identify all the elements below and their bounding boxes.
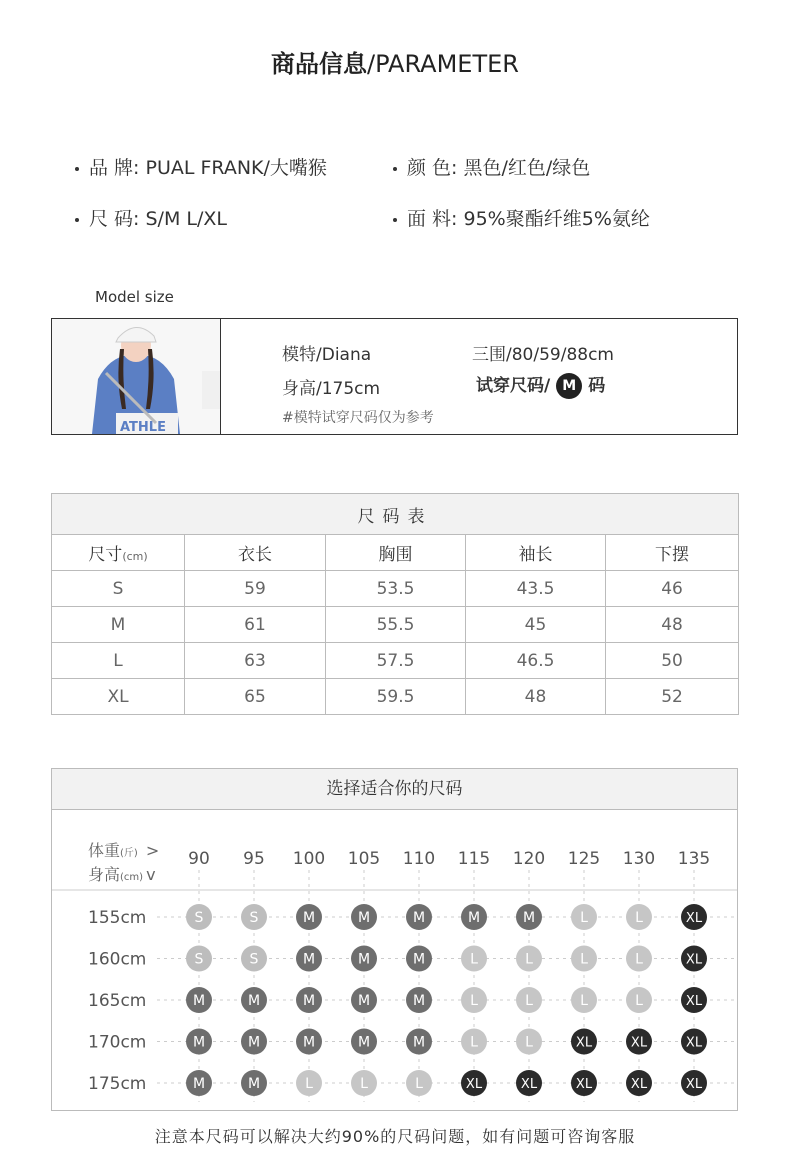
table-row: [52, 571, 739, 607]
weight-tick-label: 120: [512, 849, 546, 869]
size-dot-label: XL: [685, 1035, 703, 1051]
title-sep: /: [367, 50, 376, 78]
param-value: S/M L/XL: [145, 208, 227, 230]
header-size-label: 尺寸: [88, 545, 123, 565]
table-row: [52, 679, 739, 715]
fit-size-badge: M: [556, 373, 582, 399]
table-row: [52, 607, 739, 643]
cell: 55.5: [326, 607, 466, 643]
weight-tick-label: 90: [188, 849, 210, 869]
title-cn: 商品信息: [271, 50, 368, 78]
header-hem: 下摆: [606, 535, 739, 571]
model-photo: [52, 319, 221, 434]
size-dot-label: M: [412, 1034, 426, 1051]
model-height: 身高/175cm: [282, 379, 381, 399]
header-length: 衣长: [185, 535, 326, 571]
weight-tick-label: 115: [457, 849, 491, 869]
cell: 48: [606, 607, 739, 643]
size-dot-label: M: [467, 910, 481, 926]
cell: 63: [185, 643, 326, 679]
cell: 46.5: [466, 643, 606, 679]
height-label: 身高: [88, 865, 121, 884]
row-size: XL: [52, 679, 185, 715]
header-sleeve: 袖长: [466, 535, 606, 571]
cell: 50: [606, 643, 739, 679]
size-dot-label: S: [249, 910, 259, 926]
cell: 57.5: [326, 643, 466, 679]
height-tick-label: 155cm: [88, 908, 147, 928]
header-unit: (cm): [122, 550, 148, 563]
cell: 52: [606, 679, 739, 715]
size-dot-label: L: [580, 951, 588, 968]
size-dot-label: L: [580, 910, 588, 926]
param-label: 品 牌:: [89, 157, 140, 179]
model-illustration: [52, 319, 220, 434]
size-dot-label: M: [412, 951, 426, 968]
weight-tick-label: 130: [622, 849, 656, 869]
size-chart: [51, 768, 738, 1111]
size-dot-label: M: [192, 1034, 206, 1051]
size-dot-label: M: [192, 1076, 206, 1092]
size-dot-label: M: [247, 1034, 261, 1051]
size-chart-title: 选择适合你的尺码: [52, 769, 737, 810]
title-en: PARAMETER: [375, 50, 519, 78]
cell: 59.5: [326, 679, 466, 715]
row-size: L: [52, 643, 185, 679]
size-dot-label: L: [415, 1076, 423, 1092]
header-chest: 胸围: [326, 535, 466, 571]
size-dot-label: XL: [520, 1077, 538, 1092]
weight-label: 体重: [88, 841, 121, 860]
model-note: #模特试穿尺码仅为参考: [282, 410, 434, 426]
size-chart-grid: [52, 810, 737, 1110]
height-axis-label: [88, 865, 156, 884]
fit-suffix: 码: [588, 376, 606, 396]
weight-tick-label: 95: [243, 849, 265, 869]
cell: 45: [466, 607, 606, 643]
bullet-icon: [75, 167, 79, 171]
param-fabric: [393, 204, 650, 231]
header-size: [52, 535, 185, 571]
size-dot-label: L: [470, 951, 478, 968]
size-dot-label: M: [412, 910, 426, 926]
row-size: M: [52, 607, 185, 643]
photo-print-text: ATHLE: [120, 420, 166, 434]
bullet-icon: [75, 218, 79, 222]
param-value: 黑色/红色/绿色: [463, 157, 591, 179]
size-dot-label: XL: [465, 1077, 483, 1092]
size-dot-label: L: [525, 993, 533, 1009]
size-dot-label: S: [249, 951, 259, 968]
cell: 46: [606, 571, 739, 607]
cell: 43.5: [466, 571, 606, 607]
table-row: [52, 643, 739, 679]
size-dot-label: XL: [685, 994, 703, 1009]
weight-tick-label: 135: [677, 849, 711, 869]
size-dot-label: L: [635, 910, 643, 926]
size-dot-label: XL: [575, 1077, 593, 1092]
model-measurements: 三围/80/59/88cm: [472, 345, 614, 365]
size-dot-label: M: [192, 993, 206, 1009]
param-label: 尺 码:: [89, 208, 140, 230]
size-dot-label: XL: [630, 1077, 648, 1092]
weight-tick-label: 105: [347, 849, 381, 869]
height-tick-label: 165cm: [88, 991, 147, 1011]
size-dot-label: L: [635, 951, 643, 968]
model-info-box: [51, 318, 738, 435]
param-color: [393, 153, 590, 180]
model-fit: [476, 371, 605, 399]
size-table: [51, 493, 739, 715]
page-title: [0, 44, 790, 79]
size-dot-label: M: [412, 993, 426, 1009]
size-dot-label: L: [580, 993, 588, 1009]
cell: 53.5: [326, 571, 466, 607]
bullet-icon: [393, 167, 397, 171]
size-dot-label: M: [302, 1034, 316, 1051]
height-unit: (cm): [120, 872, 144, 883]
param-value: 95%聚酯纤维5%氨纶: [463, 208, 650, 230]
weight-arrow: >: [145, 841, 160, 860]
cell: 65: [185, 679, 326, 715]
size-dot-label: M: [357, 951, 371, 968]
model-name: 模特/Diana: [282, 345, 372, 365]
size-dot-label: L: [360, 1076, 368, 1092]
size-dot-label: L: [635, 993, 643, 1009]
size-dot-label: M: [302, 951, 316, 968]
size-dot-label: M: [247, 993, 261, 1009]
weight-tick-label: 125: [567, 849, 601, 869]
height-tick-label: 175cm: [88, 1074, 147, 1094]
size-dot-label: L: [470, 1034, 478, 1051]
fit-label: 试穿尺码/: [476, 376, 551, 396]
size-dot-label: XL: [685, 1077, 703, 1092]
size-dot-label: L: [470, 993, 478, 1009]
size-table-caption: 尺码表: [52, 494, 739, 535]
size-dot-label: XL: [575, 1035, 593, 1051]
size-dot-label: M: [522, 910, 536, 926]
weight-axis-label: [88, 841, 159, 860]
size-dot-label: XL: [685, 911, 703, 926]
size-dot-label: XL: [685, 952, 703, 968]
size-dot-label: S: [194, 951, 204, 968]
size-dot-label: M: [302, 910, 316, 926]
size-dot-label: L: [525, 951, 533, 968]
size-dot-label: M: [302, 993, 316, 1009]
size-dot-label: XL: [630, 1035, 648, 1051]
cell: 59: [185, 571, 326, 607]
param-size: [75, 204, 227, 231]
param-label: 面 料:: [407, 208, 458, 230]
height-tick-label: 160cm: [88, 949, 147, 970]
param-label: 颜 色:: [407, 157, 458, 179]
cell: 48: [466, 679, 606, 715]
size-dot-label: M: [357, 1034, 371, 1051]
height-arrow: v: [146, 865, 156, 884]
height-tick-label: 170cm: [88, 1032, 147, 1053]
size-table-header: [52, 535, 739, 571]
row-size: S: [52, 571, 185, 607]
param-value: PUAL FRANK/大嘴猴: [145, 157, 327, 179]
weight-tick-label: 100: [292, 849, 326, 869]
size-dot-label: M: [357, 910, 371, 926]
size-dot-label: L: [525, 1034, 533, 1051]
size-dot-label: M: [357, 993, 371, 1009]
param-brand: [75, 153, 327, 180]
weight-tick-label: 110: [402, 849, 436, 869]
size-dot-label: M: [247, 1076, 261, 1092]
model-size-label: Model size: [95, 288, 174, 306]
size-dot-label: S: [194, 910, 204, 926]
footnote: 注意本尺码可以解决大约90%的尺码问题，如有问题可咨询客服: [154, 1127, 636, 1146]
size-dot-label: L: [305, 1076, 313, 1092]
bullet-icon: [393, 218, 397, 222]
cell: 61: [185, 607, 326, 643]
weight-unit: (斤): [120, 848, 138, 859]
